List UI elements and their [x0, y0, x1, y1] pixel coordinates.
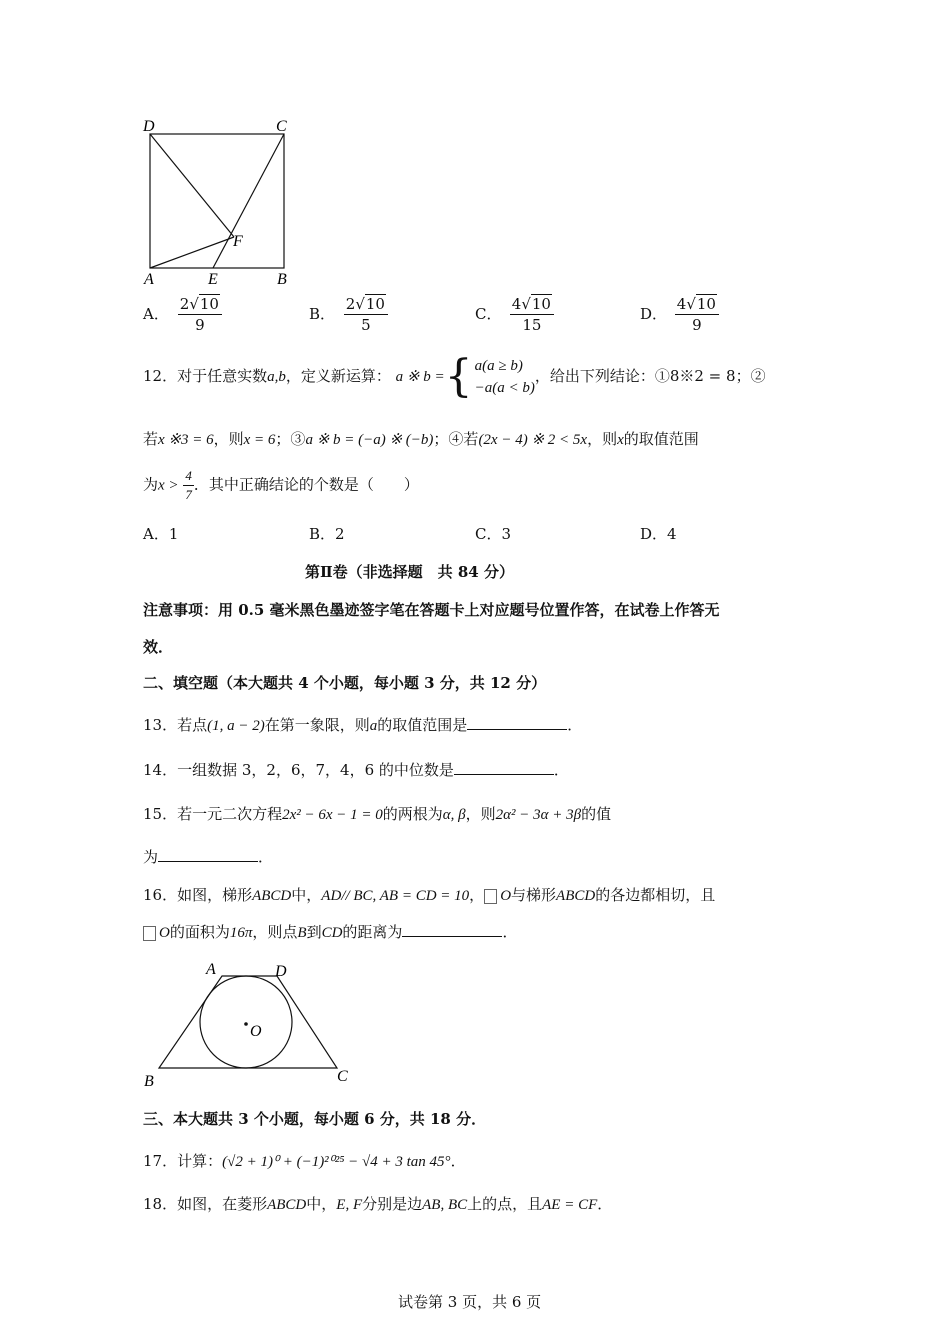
circle-symbol-icon: [484, 889, 497, 904]
label-b: B: [144, 1073, 154, 1090]
page-footer: 试卷第 3 页，共 6 页: [398, 1293, 542, 1311]
answer-blank[interactable]: [402, 922, 502, 937]
label-a: A: [144, 271, 154, 288]
q12-option-a[interactable]: A．1: [143, 525, 179, 543]
answer-blank[interactable]: [467, 715, 567, 730]
label-d: D: [275, 963, 287, 980]
label-o: O: [250, 1023, 262, 1040]
notice-line2: 效．: [143, 638, 174, 656]
q12-option-c[interactable]: C．3: [475, 525, 512, 543]
q12-line3: 为x > $\frac{4}{7}$ ．其中正确结论的个数是（ ）: [143, 468, 419, 502]
q12-option-b[interactable]: B．2: [309, 525, 345, 543]
q18: 18．如图，在菱形ABCD中，E, F分别是边AB, BC上的点，且AE = CF．: [143, 1195, 613, 1213]
label-e: E: [208, 271, 218, 288]
label-c: C: [337, 1068, 348, 1085]
q11-option-b[interactable]: B． $\frac{2√10}{5}$: [309, 295, 388, 334]
answer-blank[interactable]: [454, 760, 554, 775]
fraction: $\frac{2√10}{9}$: [178, 295, 222, 334]
label-c: C: [276, 118, 287, 135]
fraction: $\frac{4√10}{15}$: [510, 295, 554, 334]
q15-line1: 15．若一元二次方程2x² − 6x − 1 = 0的两根为α, β，则2α² − 3α + 3β的值: [143, 805, 612, 823]
q11-option-d[interactable]: D． $\frac{4√10}{9}$: [640, 295, 719, 334]
section-title: 第Ⅱ卷（非选择题 共 84 分）: [305, 563, 514, 581]
circle-symbol-icon: [143, 926, 156, 941]
fraction: $\frac{2√10}{5}$: [344, 295, 388, 334]
notice-line1: 注意事项：用 0.5 毫米黑色墨迹签字笔在答题卡上对应题号位置作答，在试卷上作答无: [143, 601, 720, 619]
part3-heading: 三、本大题共 3 个小题，每小题 6 分，共 18 分．: [143, 1110, 487, 1128]
q13: 13．若点(1, a − 2)在第一象限，则a的取值范围是 ．: [143, 716, 583, 734]
label-b: B: [277, 271, 287, 288]
part2-heading: 二、填空题（本大题共 4 个小题，每小题 3 分，共 12 分）: [143, 674, 547, 692]
q12-option-d[interactable]: D．4: [640, 525, 677, 543]
fraction: $\frac{4}{7}$: [185, 468, 192, 502]
q17: 17．计算：(√2 + 1)⁰ + (−1)²⁰²⁵ − √4 + 3 tan 45°．: [143, 1152, 466, 1170]
q15-line2: 为 ．: [143, 848, 274, 866]
answer-blank[interactable]: [158, 847, 258, 862]
q12-line2: 若x ※3 = 6，则x = 6；③a ※ b = (−a) ※ (−b)；④若(2x − 4) ※ 2 < 5x，则x的取值范围: [143, 430, 699, 448]
label-d: D: [143, 118, 155, 135]
q11-option-c[interactable]: C． $\frac{4√10}{15}$: [475, 295, 554, 334]
label-f: F: [233, 233, 243, 250]
q11-option-a[interactable]: A． $\frac{2√10}{9}$: [143, 295, 222, 334]
square-figure: [140, 112, 300, 288]
fraction: $\frac{4√10}{9}$: [675, 295, 719, 334]
label-a: A: [206, 961, 216, 978]
q16-line1: 16．如图，梯形ABCD中，AD// BC, AB = CD = 10， O与梯形ABCD的各边都相切，且: [143, 886, 716, 904]
q16-line2: O的面积为16π，则点B到CD的距离为 ．: [143, 921, 517, 942]
q12-line1: 12．对于任意实数a,b，定义新运算： a ※ b ={ a(a ≥ b) −a(a < b) ，给出下列结论：①8※2 = 8；②: [143, 351, 766, 402]
trapezoid-figure: [140, 956, 360, 1092]
q14: 14．一组数据 3，2，6，7，4，6 的中位数是 ．: [143, 761, 569, 779]
